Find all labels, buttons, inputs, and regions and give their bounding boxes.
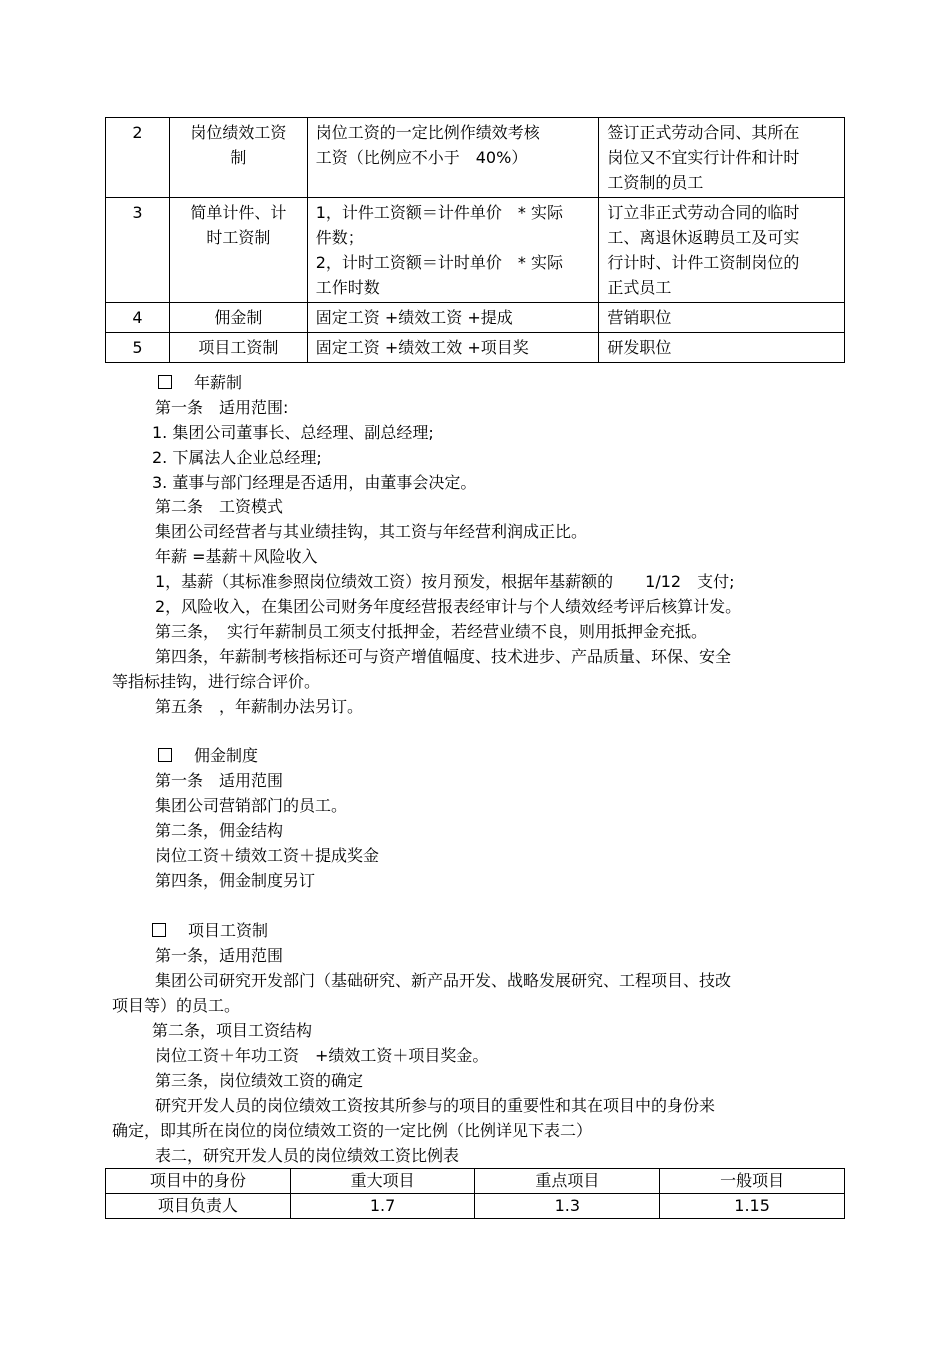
system-name: 岗位绩效工资 制 [169, 118, 307, 198]
column-header: 项目中的身份 [106, 1169, 291, 1194]
row-number: 3 [106, 198, 170, 303]
table-header-row [106, 1169, 845, 1194]
system-name: 简单计件、计 时工资制 [169, 198, 307, 303]
table-row [106, 333, 845, 363]
applicable-scope: 订立非正式劳动合同的临时 工、离退休返聘员工及可实 行计时、计件工资制岗位的 正式员工 [599, 198, 845, 303]
checkbox-icon [158, 375, 172, 389]
text-line: 年薪 =基薪＋风险收入 [155, 547, 318, 566]
applicable-scope: 营销职位 [599, 303, 845, 333]
text-line: 2，风险收入，在集团公司财务年度经营报表经审计与个人绩效经考评后核算计发。 [155, 597, 742, 616]
text-line: 2. 下属法人企业总经理; [152, 448, 322, 467]
text-line: 第五条 ，年薪制办法另订。 [155, 697, 364, 716]
table-caption: 表二，研究开发人员的岗位绩效工资比例表 [155, 1146, 460, 1165]
table-cell: 1.7 [290, 1194, 475, 1219]
text-line: 3. 董事与部门经理是否适用，由董事会决定。 [152, 473, 477, 492]
system-name: 项目工资制 [169, 333, 307, 363]
section-heading-project: 项目工资制 [152, 920, 268, 942]
section-heading-annual: 年薪制 [158, 372, 242, 394]
row-number: 4 [106, 303, 170, 333]
text-line: 第二条，项目工资结构 [152, 1021, 313, 1040]
salary-system-table [105, 117, 845, 363]
table-row [106, 118, 845, 198]
text-line: 项目等）的员工。 [112, 996, 241, 1015]
text-line: 第一条，适用范围 [155, 946, 284, 965]
column-header: 重点项目 [475, 1169, 660, 1194]
text-line: 等指标挂钩，进行综合评价。 [112, 672, 321, 691]
table-row [106, 1194, 845, 1219]
system-name: 佣金制 [169, 303, 307, 333]
table-row [106, 303, 845, 333]
text-line: 集团公司经营者与其业绩挂钩，其工资与年经营利润成正比。 [155, 522, 588, 541]
text-line: 集团公司研究开发部门（基础研究、新产品开发、战略发展研究、工程项目、技改 [155, 971, 732, 990]
text-line: 1. 集团公司董事长、总经理、副总经理; [152, 423, 434, 442]
text-line: 第四条，佣金制度另订 [155, 871, 316, 890]
text-line: 第二条，佣金结构 [155, 821, 284, 840]
text-line: 确定，即其所在岗位的岗位绩效工资的一定比例（比例详见下表二） [112, 1121, 593, 1140]
table-cell: 1.15 [660, 1194, 845, 1219]
text-line: 集团公司营销部门的员工。 [155, 796, 348, 815]
text-line: 第一条 适用范围 [155, 771, 284, 790]
table-cell: 项目负责人 [106, 1194, 291, 1219]
system-description: 岗位工资的一定比例作绩效考核 工资（比例应不小于 40%） [307, 118, 599, 198]
text-line: 岗位工资＋年功工资 +绩效工资＋项目奖金。 [155, 1046, 489, 1065]
row-number: 2 [106, 118, 170, 198]
checkbox-icon [158, 748, 172, 762]
text-line: 研究开发人员的岗位绩效工资按其所参与的项目的重要性和其在项目中的身份来 [155, 1096, 716, 1115]
applicable-scope: 研发职位 [599, 333, 845, 363]
ratio-table [105, 1168, 845, 1219]
column-header: 一般项目 [660, 1169, 845, 1194]
checkbox-icon [152, 923, 166, 937]
system-description: 固定工资 +绩效工效 +项目奖 [307, 333, 599, 363]
text-line: 岗位工资＋绩效工资＋提成奖金 [155, 846, 380, 865]
row-number: 5 [106, 333, 170, 363]
text-line: 第三条， 实行年薪制员工须支付抵押金，若经营业绩不良，则用抵押金充抵。 [155, 622, 708, 641]
table-cell: 1.3 [475, 1194, 660, 1219]
system-description: 固定工资 +绩效工资 +提成 [307, 303, 599, 333]
text-line: 1，基薪（其标准参照岗位绩效工资）按月预发，根据年基薪额的 1/12 支付; [155, 572, 735, 591]
text-line: 第一条 适用范围: [155, 398, 289, 417]
table-row [106, 198, 845, 303]
system-description: 1，计件工资额＝计件单价 * 实际 件数； 2，计时工资额＝计时单价 * 实际 工作时数 [307, 198, 599, 303]
section-heading-commission: 佣金制度 [158, 745, 258, 767]
text-line: 第四条，年薪制考核指标还可与资产增值幅度、技术进步、产品质量、环保、安全 [155, 647, 732, 666]
column-header: 重大项目 [290, 1169, 475, 1194]
text-line: 第二条 工资模式 [155, 497, 284, 516]
applicable-scope: 签订正式劳动合同、其所在 岗位又不宜实行计件和计时 工资制的员工 [599, 118, 845, 198]
text-line: 第三条，岗位绩效工资的确定 [155, 1071, 364, 1090]
